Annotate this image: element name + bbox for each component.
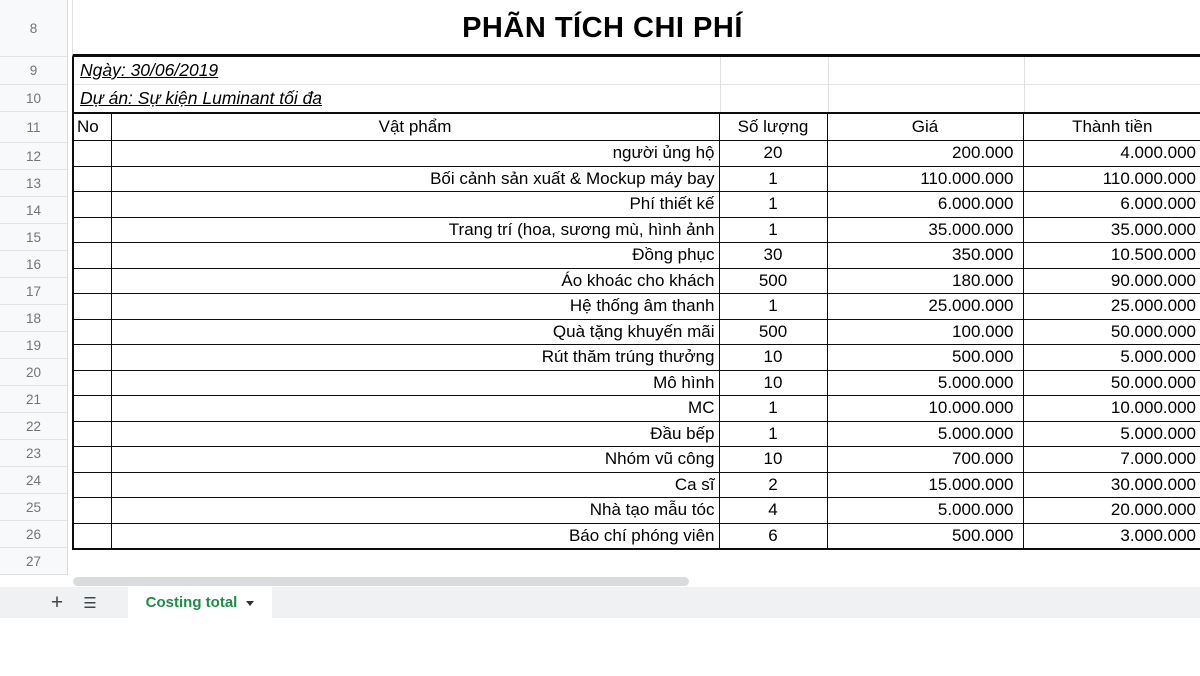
cell-total[interactable]: 25.000.000	[1023, 294, 1200, 320]
hamburger-glyph: ☰	[83, 594, 97, 612]
table-row	[73, 498, 1200, 524]
table-row	[73, 523, 1200, 549]
cell-total[interactable]: 90.000.000	[1023, 268, 1200, 294]
cell-qty[interactable]: 2	[719, 472, 827, 498]
sheet-tab-label: Costing total	[145, 594, 238, 611]
cell-item[interactable]: Mô hình	[111, 370, 719, 396]
cell-qty[interactable]: 10	[719, 447, 827, 473]
row-number[interactable]: 19	[0, 332, 67, 359]
cell-item[interactable]: Nhà tạo mẫu tóc	[111, 498, 719, 524]
cell-item[interactable]: Báo chí phóng viên	[111, 523, 719, 549]
row-number[interactable]: 24	[0, 467, 67, 494]
row-number[interactable]: 22	[0, 413, 67, 440]
cell-item[interactable]: Phí thiết kế	[111, 192, 719, 218]
date-text: Ngày: 30/06/2019	[80, 60, 219, 80]
cell-price[interactable]: 5.000.000	[827, 421, 1023, 447]
add-sheet-icon[interactable]	[44, 587, 70, 618]
cell-no[interactable]	[73, 166, 111, 192]
row-number[interactable]: 14	[0, 197, 67, 224]
cell-price[interactable]: 25.000.000	[827, 294, 1023, 320]
cell-no[interactable]	[73, 421, 111, 447]
header-row	[73, 113, 1200, 141]
table-row	[73, 421, 1200, 447]
cell-qty[interactable]: 6	[719, 523, 827, 549]
cell-item[interactable]: Đầu bếp	[111, 421, 719, 447]
row-number[interactable]: 10	[0, 85, 67, 112]
cell-no[interactable]	[73, 447, 111, 473]
cell-qty[interactable]: 10	[719, 370, 827, 396]
cell-price[interactable]: 35.000.000	[827, 217, 1023, 243]
cell-no[interactable]	[73, 396, 111, 422]
sheet-title-cell[interactable]	[72, 0, 1200, 57]
cell-item[interactable]: Trang trí (hoa, sương mù, hình ảnh	[111, 217, 719, 243]
gridline	[720, 57, 721, 112]
page-title: PHÃN TÍCH CHI PHÍ	[462, 11, 743, 44]
cell-no[interactable]	[73, 243, 111, 269]
column-header-qty[interactable]: Số lượng	[719, 113, 827, 141]
cell-item[interactable]: Nhóm vũ công	[111, 447, 719, 473]
all-sheets-menu-icon[interactable]	[77, 587, 103, 618]
project-text: Dự án: Sự kiện Luminant tối đa	[80, 88, 323, 108]
cell-total[interactable]: 35.000.000	[1023, 217, 1200, 243]
cell-qty[interactable]: 4	[719, 498, 827, 524]
cell-item[interactable]: Áo khoác cho khách	[111, 268, 719, 294]
cost-table-body	[73, 141, 1200, 549]
cell-total[interactable]: 50.000.000	[1023, 370, 1200, 396]
sheet-tab-costing-total[interactable]	[128, 587, 272, 618]
cost-table	[72, 112, 1200, 550]
table-row	[73, 166, 1200, 192]
row-number[interactable]: 17	[0, 278, 67, 305]
cell-item[interactable]: Bối cảnh sản xuất & Mockup máy bay	[111, 166, 719, 192]
cell-no[interactable]	[73, 319, 111, 345]
cell-price[interactable]: 15.000.000	[827, 472, 1023, 498]
cell-price[interactable]: 10.000.000	[827, 396, 1023, 422]
cell-total[interactable]: 7.000.000	[1023, 447, 1200, 473]
table-row	[73, 217, 1200, 243]
cell-price[interactable]: 200.000	[827, 141, 1023, 167]
cell-qty[interactable]: 30	[719, 243, 827, 269]
table-row	[73, 319, 1200, 345]
row-number[interactable]: 8	[0, 0, 67, 57]
gridline	[828, 57, 829, 112]
cell-price[interactable]: 5.000.000	[827, 370, 1023, 396]
cell-item[interactable]: MC	[111, 396, 719, 422]
row-number[interactable]: 9	[0, 57, 67, 85]
table-row	[73, 141, 1200, 167]
column-header-total[interactable]: Thành tiền	[1023, 113, 1200, 141]
cell-qty[interactable]: 1	[719, 294, 827, 320]
cell-qty[interactable]: 1	[719, 396, 827, 422]
date-cell[interactable]	[74, 57, 1200, 85]
table-row	[73, 192, 1200, 218]
table-row	[73, 396, 1200, 422]
cell-total[interactable]: 10.000.000	[1023, 396, 1200, 422]
cell-total[interactable]: 30.000.000	[1023, 472, 1200, 498]
cell-total[interactable]: 6.000.000	[1023, 192, 1200, 218]
row-number[interactable]: 13	[0, 170, 67, 197]
cell-item[interactable]: người ủng hộ	[111, 141, 719, 167]
cell-no[interactable]	[73, 268, 111, 294]
cell-qty[interactable]: 10	[719, 345, 827, 371]
cell-qty[interactable]: 1	[719, 166, 827, 192]
row-number[interactable]: 18	[0, 305, 67, 332]
column-header-price[interactable]: Giá	[827, 113, 1023, 141]
cell-price[interactable]: 500.000	[827, 523, 1023, 549]
cell-no[interactable]	[73, 370, 111, 396]
cell-no[interactable]	[73, 141, 111, 167]
cell-price[interactable]: 350.000	[827, 243, 1023, 269]
cell-total[interactable]: 50.000.000	[1023, 319, 1200, 345]
cell-no[interactable]	[73, 217, 111, 243]
cell-total[interactable]: 5.000.000	[1023, 345, 1200, 371]
horizontal-scrollbar[interactable]	[73, 577, 689, 586]
cell-total[interactable]: 20.000.000	[1023, 498, 1200, 524]
table-row	[73, 345, 1200, 371]
row-number[interactable]: 25	[0, 494, 67, 521]
table-row	[73, 447, 1200, 473]
meta-region	[72, 57, 1200, 112]
cell-qty[interactable]: 500	[719, 268, 827, 294]
cell-item[interactable]: Quà tặng khuyến mãi	[111, 319, 719, 345]
chevron-down-icon[interactable]	[246, 601, 254, 606]
row-number[interactable]: 12	[0, 143, 67, 170]
row-number[interactable]: 16	[0, 251, 67, 278]
row-number[interactable]: 11	[0, 112, 67, 143]
cell-item[interactable]: Đồng phục	[111, 243, 719, 269]
cell-qty[interactable]: 500	[719, 319, 827, 345]
cell-total[interactable]: 4.000.000	[1023, 141, 1200, 167]
cell-qty[interactable]: 20	[719, 141, 827, 167]
cell-no[interactable]	[73, 523, 111, 549]
cell-total[interactable]: 3.000.000	[1023, 523, 1200, 549]
cell-price[interactable]: 700.000	[827, 447, 1023, 473]
row-number[interactable]: 26	[0, 521, 67, 548]
project-cell[interactable]	[74, 85, 1200, 112]
table-row	[73, 243, 1200, 269]
cell-no[interactable]	[73, 345, 111, 371]
row-number[interactable]: 15	[0, 224, 67, 251]
gridline	[1024, 57, 1025, 112]
cell-qty[interactable]: 1	[719, 421, 827, 447]
cell-price[interactable]: 5.000.000	[827, 498, 1023, 524]
cell-qty[interactable]: 1	[719, 192, 827, 218]
row-number[interactable]: 20	[0, 359, 67, 386]
table-row	[73, 268, 1200, 294]
table-row	[73, 472, 1200, 498]
cell-item[interactable]: Hệ thống âm thanh	[111, 294, 719, 320]
sheet-tab-bar	[0, 587, 1200, 618]
cell-total[interactable]: 10.500.000	[1023, 243, 1200, 269]
cell-total[interactable]: 110.000.000	[1023, 166, 1200, 192]
cell-qty[interactable]: 1	[719, 217, 827, 243]
cell-no[interactable]	[73, 498, 111, 524]
cell-price[interactable]: 180.000	[827, 268, 1023, 294]
cell-item[interactable]: Rút thăm trúng thưởng	[111, 345, 719, 371]
cell-price[interactable]: 500.000	[827, 345, 1023, 371]
cell-price[interactable]: 110.000.000	[827, 166, 1023, 192]
cell-no[interactable]	[73, 192, 111, 218]
column-header-no[interactable]: No	[73, 113, 111, 141]
plus-glyph: +	[50, 590, 64, 614]
cell-no[interactable]	[73, 472, 111, 498]
row-number[interactable]: 27	[0, 548, 67, 575]
cell-item[interactable]: Ca sĩ	[111, 472, 719, 498]
row-number[interactable]: 21	[0, 386, 67, 413]
cell-price[interactable]: 6.000.000	[827, 192, 1023, 218]
column-header-item[interactable]: Vật phẩm	[111, 113, 719, 141]
row-number[interactable]: 23	[0, 440, 67, 467]
table-row	[73, 370, 1200, 396]
cell-price[interactable]: 100.000	[827, 319, 1023, 345]
cell-total[interactable]: 5.000.000	[1023, 421, 1200, 447]
table-row	[73, 294, 1200, 320]
row-header	[0, 0, 68, 575]
cell-no[interactable]	[73, 294, 111, 320]
